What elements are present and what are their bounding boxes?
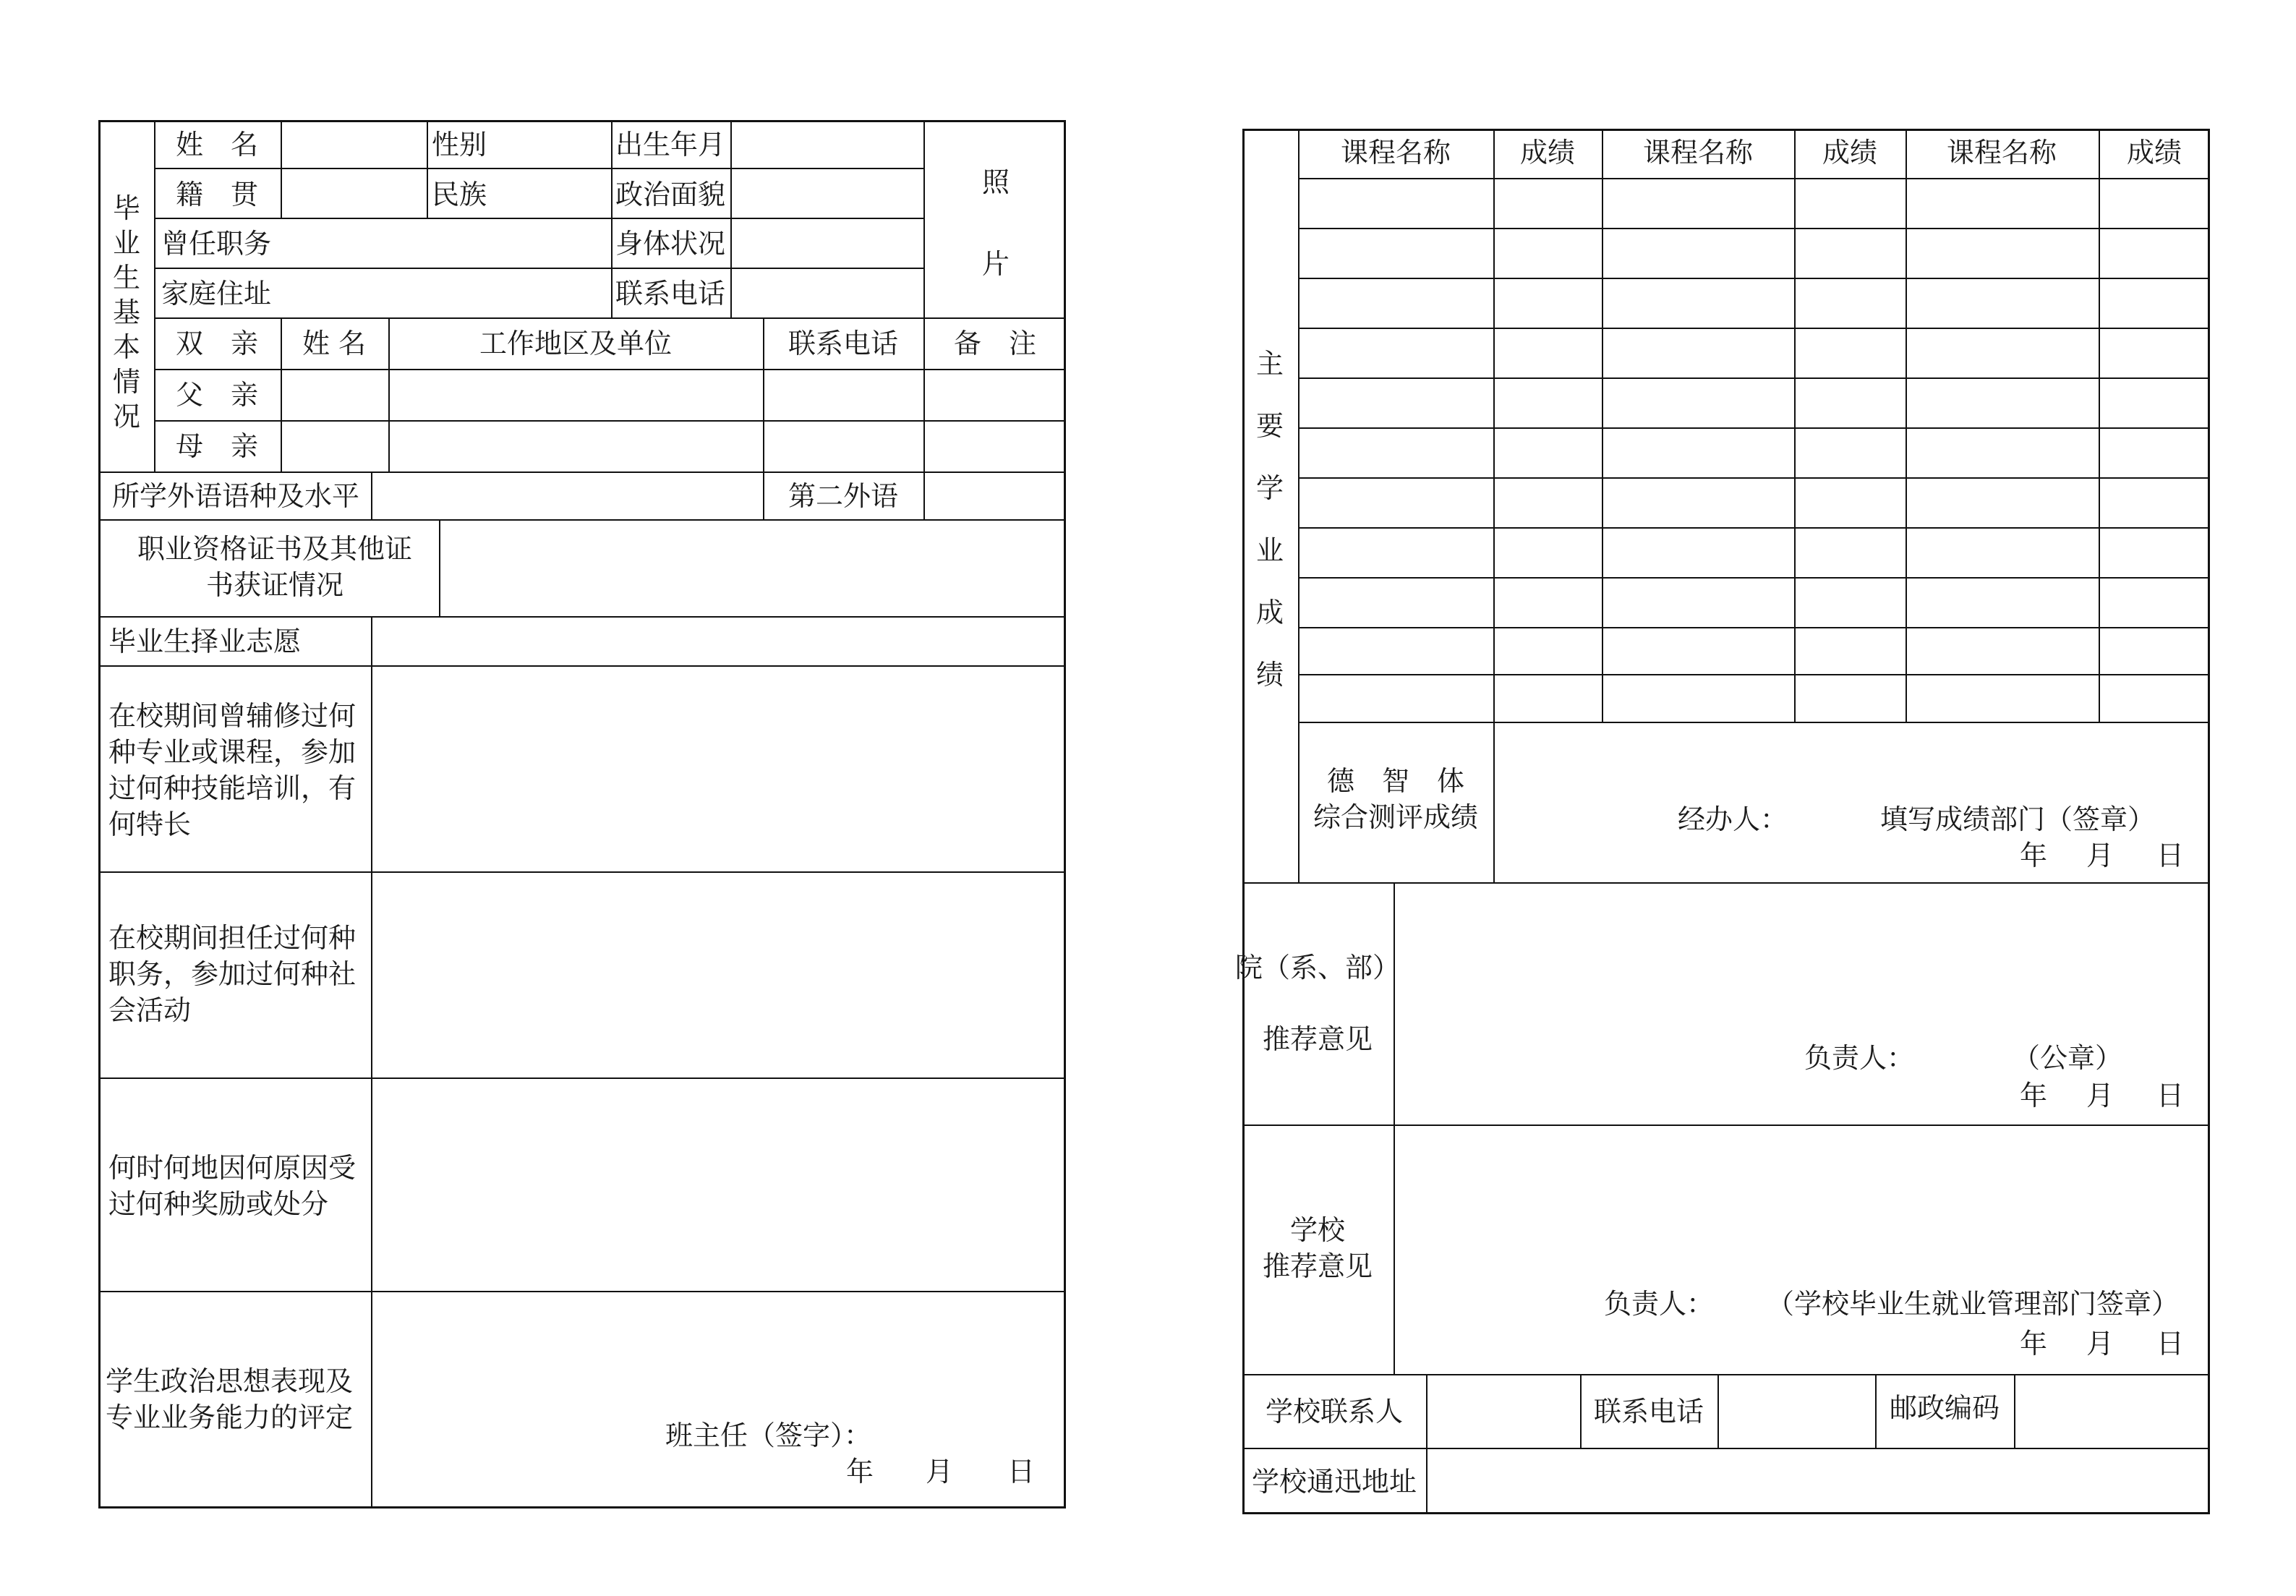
phone-label: 联系电话 [615,278,726,310]
career-wish-label: 毕业生择业志愿 [108,626,302,657]
course-header-2: 课程名称 [1642,137,1754,168]
parents-phone-header: 联系电话 [788,328,899,359]
posts-activities-label: 在校期间担任过何种职务，参加过何种社会活动 [108,922,357,1026]
grades-date-month: 月 [2086,840,2114,871]
mother-label: 母 亲 [175,430,259,462]
official-seal-label: （公章） [2013,1042,2123,1074]
course-header-3: 课程名称 [1946,137,2057,168]
score-header-2: 成绩 [1822,137,1878,168]
school-date-day: 日 [2156,1328,2185,1360]
photo-label-top: 照 [981,166,1010,198]
school-date-month: 月 [2086,1328,2114,1360]
name-label: 姓 名 [176,129,259,161]
postcode-label: 邮政编码 [1889,1392,2000,1424]
left-date-day: 日 [1007,1456,1036,1488]
school-responsible-label: 负责人： [1604,1288,1715,1320]
second-language-label: 第二外语 [788,480,899,512]
dept-date-month: 月 [2086,1080,2114,1111]
left-date-month: 月 [926,1456,954,1488]
grades-date-day: 日 [2156,840,2185,871]
gender-label: 性别 [432,129,487,161]
school-recommendation-label-1: 学校 [1289,1214,1346,1246]
score-header-1: 成绩 [1519,137,1576,168]
parents-work-header: 工作地区及单位 [479,328,673,359]
dept-date-day: 日 [2156,1080,2185,1111]
moral-eval-label-1: 德 智 体 [1326,765,1465,797]
certificate-label: 职业资格证书及其他证书获证情况 [137,533,412,601]
dept-date-year: 年 [2020,1080,2048,1111]
native-place-label: 籍 贯 [176,179,259,210]
contact-phone-label: 联系电话 [1593,1396,1704,1428]
grades-section-label: 主要学业成绩 [1255,348,1284,691]
parents-name-header: 姓 名 [302,328,367,359]
dept-responsible-label: 负责人： [1804,1042,1915,1074]
school-contact-label: 学校联系人 [1265,1396,1404,1428]
minor-training-label: 在校期间曾辅修过何种专业或课程，参加过何种技能培训，有何特长 [108,700,357,840]
former-post-label: 曾任职务 [161,228,272,260]
teacher-signature-label: 班主任（签字）： [665,1420,872,1451]
birth-label: 出生年月 [615,129,726,161]
parents-header: 双 亲 [175,328,259,359]
grades-date-year: 年 [2020,840,2048,871]
political-status-label: 政治面貌 [615,179,726,210]
awards-label: 何时何地因何原因受过何种奖励或处分 [108,1152,357,1220]
handler-label: 经办人： [1678,803,1788,835]
score-header-3: 成绩 [2126,137,2182,168]
photo-label-bottom: 片 [981,248,1010,280]
dept-recommendation-label-2: 推荐意见 [1262,1023,1373,1055]
dept-recommendation-label-1: 院（系、部） [1234,952,1401,983]
foreign-language-label: 所学外语语种及水平 [112,480,360,512]
health-label: 身体状况 [615,228,726,260]
evaluation-label: 学生政治思想表现及专业业务能力的评定 [106,1365,354,1433]
basic-info-section-label: 毕业生基本情况 [112,192,140,432]
left-date-year: 年 [846,1456,874,1488]
ethnic-label: 民族 [432,179,487,210]
school-seal-label: （学校毕业生就业管理部门签章） [1767,1288,2180,1320]
parents-note-header: 备 注 [953,328,1037,359]
school-date-year: 年 [2020,1328,2048,1360]
home-address-label: 家庭住址 [161,278,272,310]
dept-seal-label: 填写成绩部门（签章） [1880,803,2156,835]
moral-eval-label-2: 综合测评成绩 [1313,801,1479,833]
course-header-1: 课程名称 [1340,137,1451,168]
school-address-label: 学校通迅地址 [1251,1466,1417,1498]
father-label: 父 亲 [175,379,259,411]
school-recommendation-label-2: 推荐意见 [1262,1250,1373,1282]
